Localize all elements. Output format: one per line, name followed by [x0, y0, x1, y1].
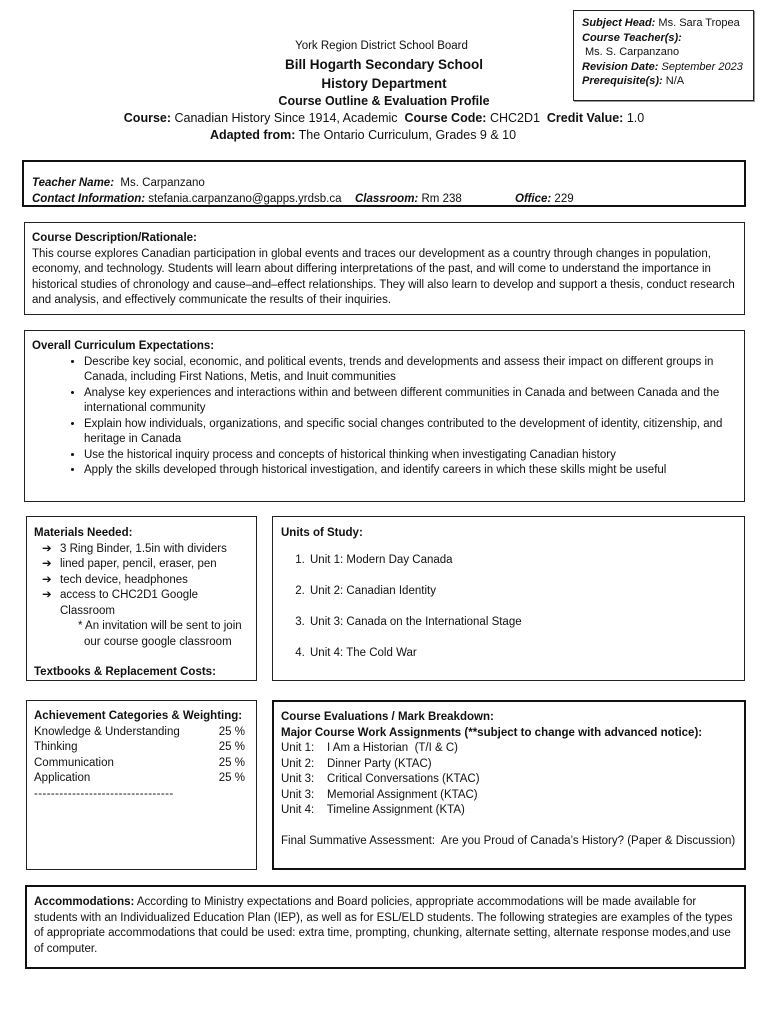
list-item: • Explain how individuals, organizations, and specific social changes contributed to the development of identity, citizenship, and heritage in Canada [84, 417, 737, 448]
adapted-from-line: Adapted from: The Ontario Curriculum, Grades 9 & 10 [209, 128, 517, 142]
units-list [281, 553, 736, 662]
category-row: Communication 25 % [34, 756, 245, 769]
final-summative-line: Final Summative Assessment: Are you Proud of Canada’s History? (Paper & Discussion) [281, 834, 736, 847]
classroom-invite-note: * An invitation will be sent to join our course google classroom [78, 620, 242, 648]
accommodations-box [25, 885, 746, 969]
course-line: Course: Canadian History Since 1914, Academic Course Code: CHC2D1 Credit Value: 1.0 [123, 111, 645, 125]
textbooks-heading: Textbooks & Replacement Costs: [34, 666, 216, 678]
course-description-box [24, 222, 745, 315]
course-description-heading: Course Description/Rationale: [32, 232, 197, 244]
arrow-right-icon: ➔ [42, 573, 52, 586]
materials-list [34, 542, 249, 620]
units-heading: Units of Study: [281, 527, 363, 539]
list-item: • Analyse key experiences and interactions within and between different communities in Canada and between Canada and the international community [84, 386, 737, 417]
school-name: Bill Hogarth Secondary School [284, 57, 484, 72]
category-row: Knowledge & Understanding 25 % [34, 725, 245, 738]
school-board-name: York Region District School Board [295, 40, 468, 52]
list-item: • Describe key social, economic, and political events, trends and developments and assess their impact on different groups in Canada, including First Nations, Metis, and Inuit communities [84, 355, 737, 386]
materials-box [26, 516, 257, 681]
contact-line: Contact Information: stefania.carpanzano@gapps.yrdsb.ca Classroom: Rm 238 Office: 229 [32, 192, 736, 208]
revision-date-line: Revision Date: September 2023 [582, 60, 743, 73]
office-field: Office: 229 [515, 192, 574, 205]
course-evaluations-box [272, 700, 746, 870]
list-item: Unit 3: Critical Conversations (KTAC) [281, 773, 480, 785]
teacher-info-box [22, 160, 746, 207]
list-item: 4. Unit 4: The Cold War [308, 646, 736, 662]
category-row: Application 25 % [34, 772, 245, 784]
list-item: ➔ access to CHC2D1 Google Classroom [42, 589, 199, 617]
list-item: 3. Unit 3: Canada on the International Stage [308, 615, 736, 631]
course-description-text: This course explores Canadian participation in global events and traces our development as a country through changes in population, economy, and technology. Students will learn about differing interpretations of the past, and will come to understand the importance in historical studies of chronology and cause–and–effect relationships. They will also learn to develop and support a thesis, conduct research and analysis, and effectively communicate the results of their inquiries. [32, 247, 735, 306]
list-item: ➔ lined paper, pencil, eraser, pen [40, 557, 249, 573]
evaluations-subheading: Major Course Work Assignments (**subject to change with advanced notice): [281, 726, 703, 739]
document-header [0, 38, 768, 144]
teacher-name-line: Teacher Name: Ms. Carpanzano [32, 177, 205, 189]
list-item: • Apply the skills developed through historical investigation, and identify careers in which these skills might be useful [84, 463, 737, 479]
list-item: Unit 4: Timeline Assignment (KTA) [281, 804, 465, 816]
accommodations-label: Accommodations: [34, 896, 135, 908]
prerequisite-line: Prerequisite(s): N/A [582, 75, 685, 87]
accommodations-text: According to Ministry expectations and Board policies, appropriate accommodations will be made available for students with an Individualized Education Plan (IEP), as well as for ESL/ELD students. The following strategies are examples of the types of appropriate accommodations that could be used: extra time, prompting, chunking, alternate setting, alternate response modes,and use of computer. [34, 896, 733, 955]
list-item: Unit 3: Memorial Assignment (KTAC) [281, 788, 478, 801]
list-item: • Use the historical inquiry process and concepts of historical thinking when investigating Canadian history [84, 448, 737, 464]
arrow-right-icon: ➔ [42, 589, 52, 601]
expectations-list [32, 355, 737, 479]
course-teacher-value: Ms. S. Carpanzano [585, 46, 680, 58]
course-teacher-label: Course Teacher(s): [582, 31, 682, 44]
achievement-categories-box [26, 700, 257, 870]
arrow-right-icon: ➔ [42, 542, 52, 555]
list-item: ➔ tech device, headphones [40, 573, 249, 589]
subject-head-line: Subject Head: Ms. Sara Tropea [582, 17, 740, 29]
outline-title: Course Outline & Evaluation Profile [278, 94, 490, 108]
divider-line: --------------------------------- [34, 787, 174, 800]
classroom-field: Classroom: Rm 238 [355, 192, 462, 205]
materials-heading: Materials Needed: [34, 527, 133, 539]
overall-expectations-box [24, 330, 745, 502]
overall-expectations-heading: Overall Curriculum Expectations: [32, 340, 215, 352]
category-row: Thinking 25 % [34, 741, 245, 753]
evaluations-heading: Course Evaluations / Mark Breakdown: [281, 711, 494, 723]
department-name: History Department [321, 76, 447, 91]
list-item: Unit 2: Dinner Party (KTAC) [281, 757, 432, 770]
list-item: 2. Unit 2: Canadian Identity [308, 584, 736, 600]
list-item: Unit 1: I Am a Historian (T/I & C) [281, 742, 459, 754]
arrow-right-icon: ➔ [42, 558, 52, 570]
teacher-email[interactable]: stefania.carpanzano@gapps.yrdsb.ca [148, 192, 342, 205]
units-of-study-box [272, 516, 745, 681]
list-item: ➔ 3 Ring Binder, 1.5in with dividers [40, 542, 249, 558]
list-item: 1. Unit 1: Modern Day Canada [308, 553, 736, 569]
achievement-heading: Achievement Categories & Weighting: [34, 710, 243, 722]
